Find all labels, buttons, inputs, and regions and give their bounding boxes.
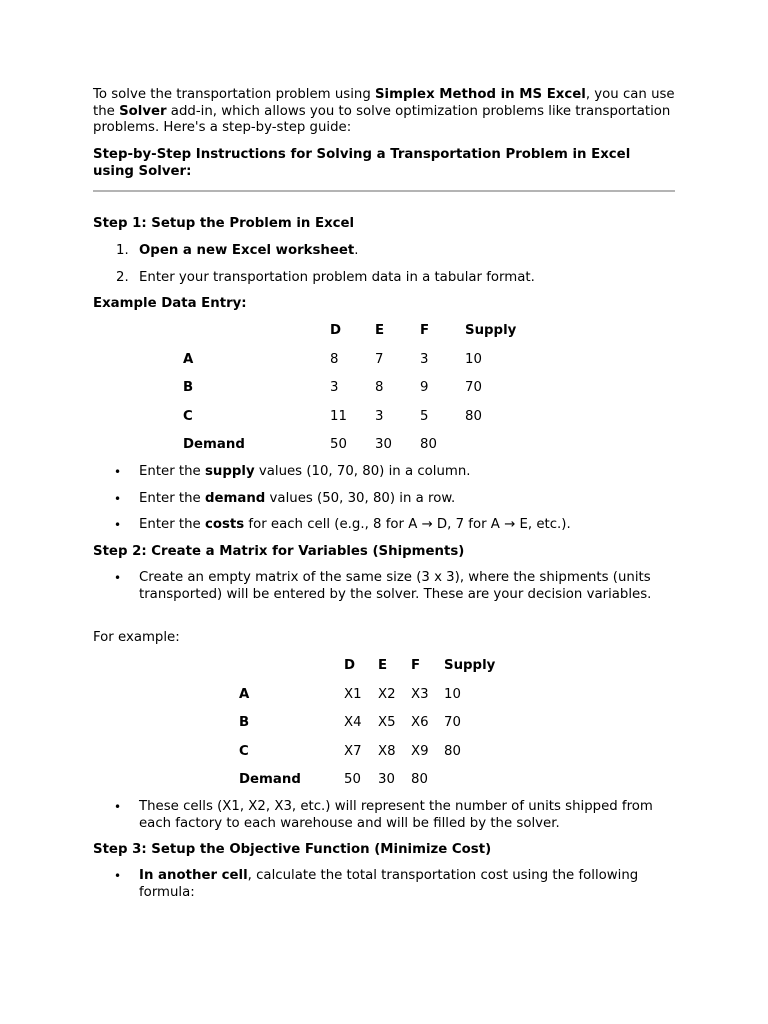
table-cell: X6: [411, 715, 429, 730]
table-cell: 30: [378, 772, 395, 787]
intro-text-1: To solve the transportation problem using: [93, 87, 375, 102]
table-header: D: [330, 323, 342, 338]
table-row: [183, 403, 535, 432]
bullet-text: values (10, 70, 80) in a column.: [254, 464, 471, 479]
table-row-label: A: [183, 351, 194, 367]
bullet-text: for each cell (e.g., 8 for A → D, 7 for A → E, etc.).: [244, 517, 571, 532]
bullet-text: Enter the: [139, 517, 205, 532]
step3-heading: Step 3: Setup the Objective Function (Minimize Cost): [93, 842, 492, 857]
bullet-bold: costs: [204, 517, 245, 532]
table-row-label: C: [239, 743, 249, 759]
table-cell: 7: [375, 351, 384, 367]
table-header: Supply: [444, 658, 496, 673]
table-row-label: Demand: [239, 772, 301, 787]
table-header: E: [378, 658, 388, 673]
table-row-label: A: [239, 686, 250, 702]
demand-bullet: [139, 491, 679, 508]
table-header-row: [239, 652, 514, 681]
table-row-label: B: [183, 380, 194, 395]
table-row-label: C: [183, 408, 193, 424]
bullet-text: , calculate the total transportation cost using the following formula:: [139, 868, 639, 900]
bullet-marker: •: [114, 465, 122, 479]
horizontal-rule: [93, 190, 675, 192]
table-header: D: [344, 658, 356, 673]
instructions-heading: Step-by-Step Instructions for Solving a Transportation Problem in Excel using Solver:: [93, 147, 631, 179]
table-cell: 5: [420, 408, 429, 424]
table-cell: 70: [465, 380, 482, 395]
matrix-bullet: Create an empty matrix of the same size (3 x 3), where the shipments (units transported) will be entered by the solver. These are your decision variables.: [139, 570, 652, 602]
table-cell: X4: [344, 715, 362, 730]
table-row: [239, 766, 514, 795]
table-cell: 80: [420, 437, 437, 452]
supply-bullet: [139, 464, 679, 481]
table-header: Supply: [465, 323, 517, 338]
costs-bullet: [139, 517, 679, 534]
table-cell: X9: [411, 743, 429, 759]
table-cell: 11: [330, 408, 347, 424]
example-data-heading: Example Data Entry:: [93, 296, 247, 311]
step1-item-2-number: 2.: [116, 270, 129, 285]
step1-item-1-rest: .: [354, 243, 359, 258]
bullet-bold: In another cell: [139, 868, 248, 883]
bullet-bold: demand: [204, 491, 266, 506]
table-cell: 80: [444, 743, 461, 759]
table-cell: X5: [378, 715, 396, 730]
objective-bullet: [139, 868, 679, 901]
bullet-text: Enter the: [139, 464, 205, 479]
step1-item-1-bold: Open a new Excel worksheet: [139, 243, 355, 258]
table-row: [239, 681, 514, 710]
for-example-text: For example:: [93, 630, 180, 645]
table-cell: X3: [411, 686, 429, 702]
bullet-marker: •: [114, 492, 122, 506]
table-cell: [465, 431, 535, 460]
bullet-marker: •: [114, 571, 122, 585]
cost-table: [183, 317, 535, 460]
table-cell: 50: [344, 772, 361, 787]
bullet-text: values (50, 30, 80) in a row.: [265, 491, 456, 506]
table-header: [239, 652, 344, 681]
intro-text-3: add-in, which allows you to solve optimization problems like transportation problems. Here's a step-by-step guide:: [93, 103, 671, 135]
table-cell: 80: [411, 772, 428, 787]
step1-item-1-number: 1.: [116, 243, 129, 258]
table-cell: X7: [344, 743, 362, 759]
bullet-marker: •: [114, 869, 122, 883]
bullet-bold: supply: [204, 464, 255, 479]
table-header-row: [183, 317, 535, 346]
table-cell: 10: [444, 686, 461, 702]
table-row: [239, 709, 514, 738]
variables-table: [239, 652, 514, 795]
step2-heading: Step 2: Create a Matrix for Variables (Shipments): [93, 544, 465, 559]
table-cell: 8: [375, 380, 384, 395]
table-cell: 70: [444, 715, 461, 730]
table-row: [183, 431, 535, 460]
table-cell: X2: [378, 686, 396, 702]
intro-bold-solver: Solver: [119, 103, 167, 119]
table-cell: 3: [420, 351, 429, 367]
step1-heading: Step 1: Setup the Problem in Excel: [93, 216, 355, 231]
table-cell: [444, 766, 514, 795]
bullet-marker: •: [114, 800, 122, 814]
table-cell: X8: [378, 743, 396, 759]
bullet-marker: •: [114, 518, 122, 532]
table-cell: 50: [330, 437, 347, 452]
table-cell: 3: [330, 380, 339, 395]
step1-item-2: Enter your transportation problem data in a tabular format.: [139, 270, 535, 285]
table-header: E: [375, 323, 385, 338]
table-header: F: [411, 658, 421, 673]
intro-text-2: , you can use the: [93, 87, 675, 119]
table-cell: 80: [465, 408, 482, 424]
table-row: [183, 346, 535, 375]
table-header: F: [420, 323, 430, 338]
table-cell: 10: [465, 351, 482, 367]
intro-bold-simplex: Simplex Method in MS Excel: [374, 87, 586, 102]
step1-item-1: [139, 243, 679, 260]
table-cell: 3: [375, 408, 384, 424]
table-cell: 30: [375, 437, 392, 452]
table-row: [239, 738, 514, 767]
table-cell: 9: [420, 380, 429, 395]
table-row-label: B: [239, 715, 250, 730]
table-cell: 8: [330, 351, 339, 367]
table-row: [183, 374, 535, 403]
cells-bullet: These cells (X1, X2, X3, etc.) will represent the number of units shipped from each factory to each warehouse and will be filled by the solver.: [139, 799, 653, 831]
table-row-label: Demand: [183, 437, 245, 452]
bullet-text: Enter the: [139, 491, 205, 506]
table-header: [183, 317, 330, 346]
table-cell: X1: [344, 686, 362, 702]
intro-paragraph: [93, 87, 675, 137]
